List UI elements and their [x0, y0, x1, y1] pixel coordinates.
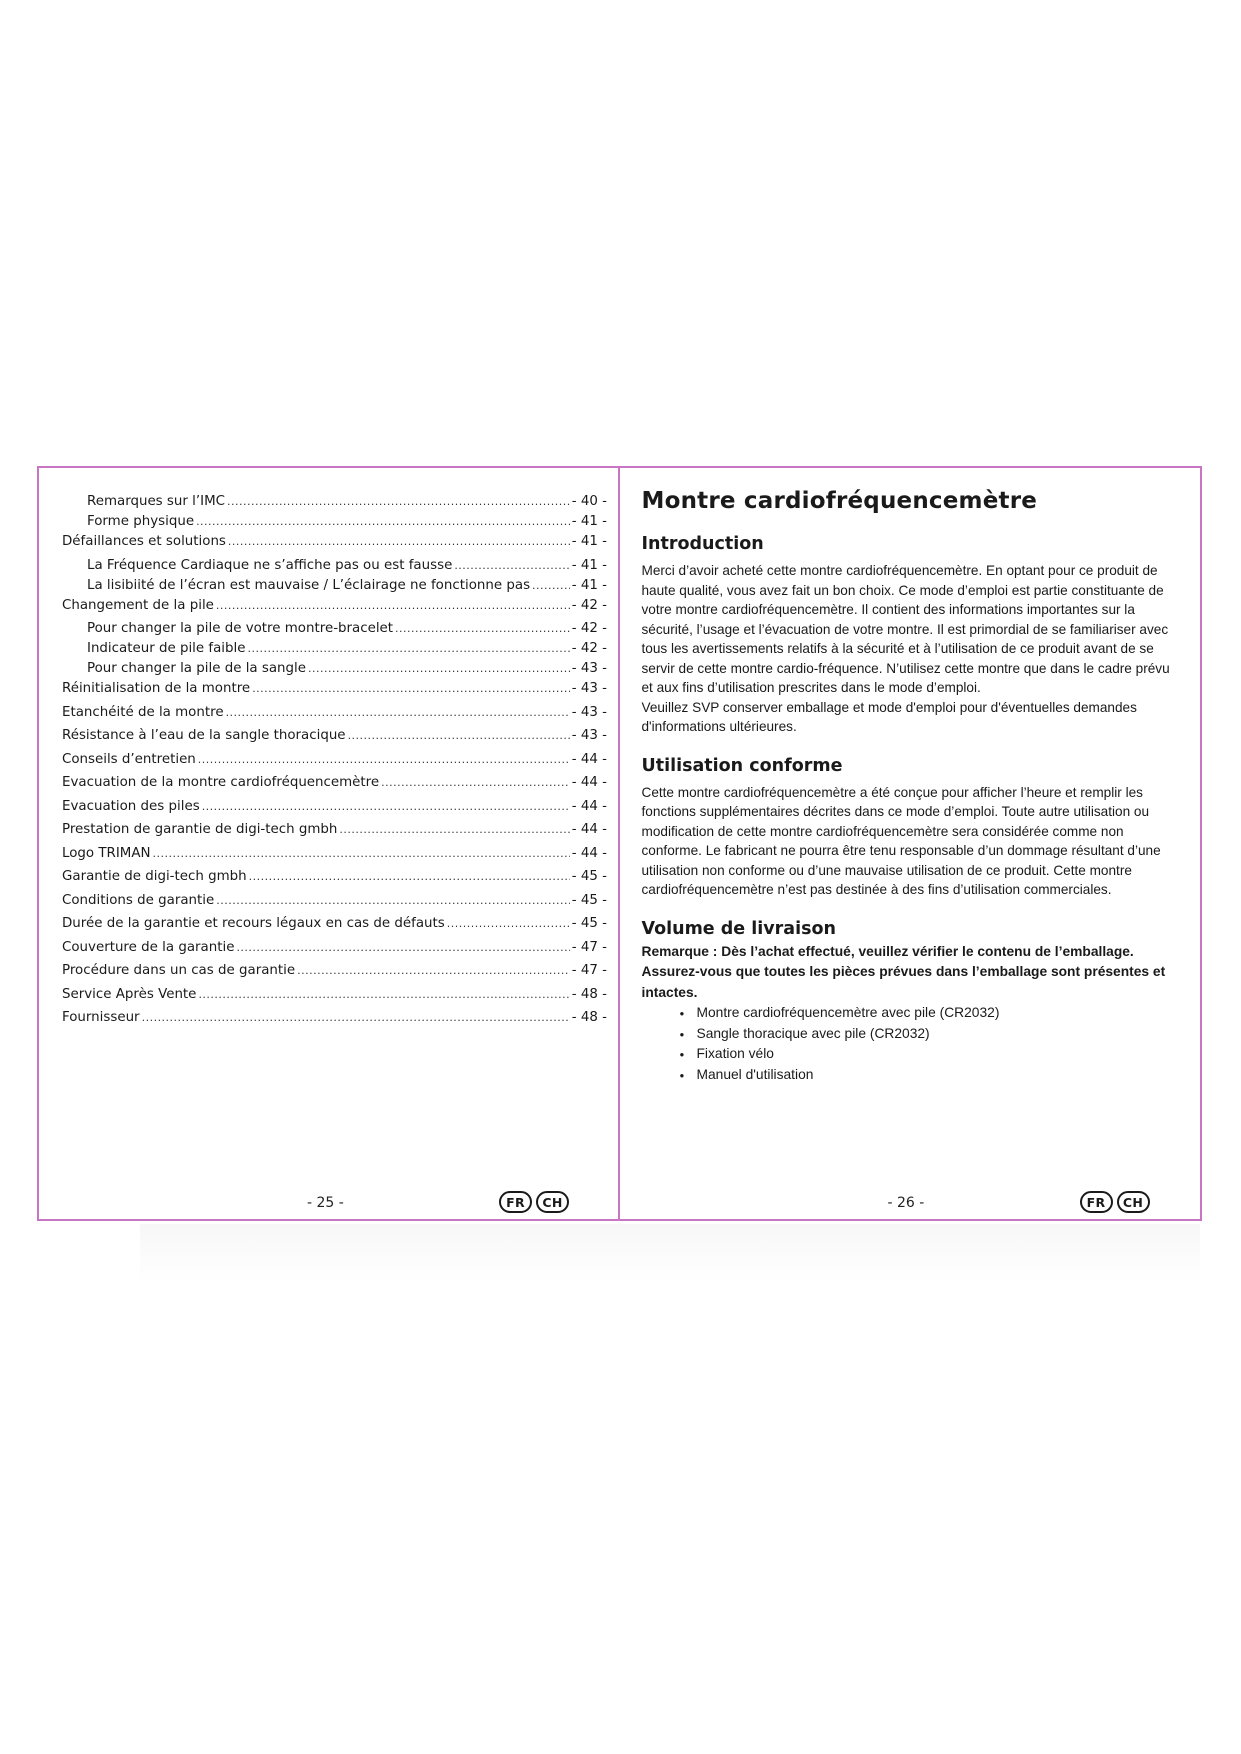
- toc-leader-dots: [216, 596, 570, 616]
- introduction-paragraph: Veuillez SVP conserver emballage et mode d'emploi pour d'éventuelles demandes d'informations ultérieures.: [641, 699, 1137, 734]
- toc-entry-title: Réinitialisation de la montre: [62, 681, 251, 696]
- toc-entry: [62, 773, 607, 797]
- toc-entry: [62, 820, 607, 844]
- list-item: ● Montre cardiofréquencemètre avec pile (CR2032): [697, 1003, 1182, 1024]
- toc-entry-title: Fournisseur: [62, 1010, 140, 1025]
- toc-entry-title: Service Après Vente: [62, 986, 197, 1002]
- right-page: [620, 468, 1201, 1219]
- table-of-contents: [62, 492, 607, 1032]
- toc-entry: [62, 639, 607, 659]
- toc-leader-dots: [236, 938, 569, 958]
- toc-entry: [62, 556, 607, 576]
- toc-entry-title: Durée de la garantie et recours légaux en cas de défauts: [62, 916, 445, 931]
- toc-entry: [62, 844, 607, 868]
- toc-leader-dots: [198, 750, 570, 770]
- toc-entry-title: Pour changer la pile de la sangle: [87, 661, 307, 676]
- toc-entry-page: - 42 -: [571, 641, 607, 656]
- toc-leader-dots: [142, 1008, 570, 1028]
- toc-entry-title: La lisibiité de l’écran est mauvaise / L’éclairage ne fonctionne pas: [87, 577, 531, 593]
- toc-entry: [62, 914, 607, 938]
- toc-entry-title: Etanchéité de la montre: [62, 704, 224, 720]
- toc-leader-dots: [308, 659, 570, 679]
- toc-entry: [62, 938, 607, 962]
- toc-leader-dots: [228, 532, 570, 552]
- page-number-left: - 25 -: [307, 1195, 344, 1211]
- introduction-heading: Introduction: [641, 534, 764, 554]
- introduction-section: [642, 534, 1182, 737]
- toc-entry: [62, 797, 607, 821]
- toc-entry-page: - 47 -: [571, 963, 607, 978]
- toc-entry-page: - 42 -: [571, 621, 607, 636]
- toc-entry-title: Pour changer la pile de votre montre-bracelet: [87, 621, 394, 636]
- list-item: ● Fixation vélo: [697, 1044, 1182, 1065]
- toc-entry-page: - 47 -: [571, 939, 607, 955]
- list-item: ● Manuel d'utilisation: [697, 1065, 1182, 1086]
- toc-entry-page: - 48 -: [571, 1010, 607, 1025]
- toc-entry-page: - 45 -: [571, 916, 607, 931]
- toc-entry: [62, 1008, 607, 1032]
- toc-entry-page: - 44 -: [571, 775, 607, 790]
- toc-entry: [62, 576, 607, 596]
- toc-entry-page: - 41 -: [571, 534, 607, 549]
- left-page: [39, 468, 620, 1219]
- toc-entry: [62, 532, 607, 556]
- toc-leader-dots: [339, 820, 569, 840]
- delivery-heading: Volume de livraison: [641, 918, 836, 939]
- toc-entry-title: Evacuation de la montre cardiofréquencemètre: [62, 775, 380, 790]
- toc-entry-title: La Fréquence Cardiaque ne s’affiche pas ou est fausse: [87, 557, 453, 573]
- toc-entry-title: Défaillances et solutions: [62, 534, 226, 549]
- toc-entry-title: Indicateur de pile faible: [87, 641, 246, 656]
- toc-entry-page: - 43 -: [571, 661, 607, 676]
- toc-entry: [62, 867, 607, 891]
- booklet-spread: [37, 466, 1202, 1221]
- toc-entry: [62, 596, 607, 620]
- toc-leader-dots: [395, 619, 570, 639]
- badge-fr: FR: [499, 1191, 532, 1213]
- toc-leader-dots: [248, 639, 570, 659]
- language-badges-left: [499, 1191, 569, 1213]
- toc-leader-dots: [227, 492, 570, 512]
- delivery-list: [642, 1003, 1182, 1085]
- toc-leader-dots: [196, 512, 570, 532]
- toc-entry: [62, 750, 607, 774]
- toc-leader-dots: [348, 726, 570, 746]
- toc-entry-page: - 44 -: [571, 822, 607, 837]
- toc-entry-title: Garantie de digi-tech gmbh: [62, 869, 247, 884]
- toc-entry-page: - 43 -: [571, 728, 607, 743]
- toc-entry: [62, 985, 607, 1009]
- toc-leader-dots: [297, 961, 570, 981]
- list-item: ● Sangle thoracique avec pile (CR2032): [697, 1024, 1182, 1045]
- toc-entry: [62, 659, 607, 679]
- language-badges-right: [1080, 1191, 1150, 1213]
- usage-section: [642, 756, 1182, 900]
- toc-entry: [62, 703, 607, 727]
- toc-entry: [62, 726, 607, 750]
- toc-entry-page: - 45 -: [571, 869, 607, 884]
- usage-heading: Utilisation conforme: [641, 755, 843, 776]
- toc-leader-dots: [447, 914, 570, 934]
- badge-ch: CH: [536, 1191, 569, 1213]
- page-shadow: [140, 1224, 1200, 1284]
- right-page-content: [642, 488, 1182, 1104]
- delivery-section: [642, 919, 1182, 1086]
- page-title: Montre cardiofréquencemètre: [641, 488, 1038, 514]
- toc-entry-title: Couverture de la garantie: [62, 939, 235, 955]
- toc-entry-title: Logo TRIMAN: [62, 845, 151, 861]
- toc-leader-dots: [216, 891, 570, 911]
- toc-leader-dots: [226, 703, 570, 723]
- toc-entry-page: - 41 -: [571, 557, 607, 573]
- toc-entry-title: Remarques sur l’IMC: [87, 494, 225, 509]
- toc-leader-dots: [249, 867, 570, 887]
- introduction-paragraph: Merci d’avoir acheté cette montre cardiofréquencemètre. En optant pour ce produit de haute qualité, vous avez fait un bon choix. Ce mode d’emploi est partie constituante de votre montre cardiofréquencemètre. Il contient des informations importantes sur la sécurité, l’usage et l’évacuation de votre montre. Il est primordial de se familiariser avec tous les avertissements relatifs à la sécurité et à l’utilisation de ce produit avant de se servir de cette montre cardio-fréquence. N’utilisez cette montre que dans le cadre prévu et aux fins d’utilisation prescrites dans le mode d’emploi.: [641, 563, 1170, 695]
- toc-entry-page: - 40 -: [571, 494, 607, 509]
- toc-leader-dots: [532, 576, 570, 596]
- toc-entry-title: Prestation de garantie de digi-tech gmbh: [62, 822, 338, 837]
- toc-entry: [62, 492, 607, 512]
- toc-entry-title: Forme physique: [87, 514, 195, 529]
- toc-entry-page: - 43 -: [571, 704, 607, 720]
- toc-entry: [62, 891, 607, 915]
- toc-entry-page: - 45 -: [571, 892, 607, 908]
- toc-leader-dots: [202, 797, 570, 817]
- toc-entry-title: Changement de la pile: [62, 597, 214, 613]
- toc-leader-dots: [252, 679, 570, 699]
- toc-entry-page: - 44 -: [571, 751, 607, 767]
- badge-fr: FR: [1080, 1191, 1113, 1213]
- toc-entry: [62, 619, 607, 639]
- page-number-right: - 26 -: [887, 1195, 925, 1211]
- toc-entry-page: - 41 -: [571, 514, 607, 529]
- toc-entry-page: - 43 -: [571, 681, 607, 696]
- toc-entry-title: Procédure dans un cas de garantie: [62, 963, 296, 978]
- delivery-remark: Remarque : Dès l’achat effectué, veuillez vérifier le contenu de l’emballage. Assurez-vous que toutes les pièces prévues dans l’emballage sont présentes et intactes.: [641, 943, 1166, 1000]
- usage-paragraph: Cette montre cardiofréquencemètre a été conçue pour afficher l’heure et remplir les fonctions supplémentaires décrites dans ce mode d’emploi. Toute autre utilisation ou modification de cette montre cardiofréquencemètre sera considérée comme non conforme. Le fabricant ne pourra être tenu responsable d’un dommage résultant d’une utilisation non conforme ou d’une mauvaise utilisation de ce produit. Cette montre cardiofréquencemètre n’est pas destinée à des fins d’utilisation commerciales.: [641, 784, 1161, 897]
- toc-entry-page: - 41 -: [571, 577, 607, 593]
- toc-entry-page: - 44 -: [571, 798, 607, 814]
- toc-entry-page: - 44 -: [571, 845, 607, 861]
- toc-entry-title: Résistance à l’eau de la sangle thoracique: [62, 728, 346, 743]
- toc-leader-dots: [198, 985, 569, 1005]
- toc-leader-dots: [454, 556, 569, 576]
- toc-entry-page: - 48 -: [571, 986, 607, 1002]
- badge-ch: CH: [1117, 1191, 1150, 1213]
- toc-entry-page: - 42 -: [571, 597, 607, 613]
- toc-leader-dots: [153, 844, 570, 864]
- toc-entry-title: Conditions de garantie: [62, 892, 215, 908]
- toc-entry-title: Evacuation des piles: [62, 798, 200, 814]
- toc-entry: [62, 512, 607, 532]
- toc-leader-dots: [381, 773, 570, 793]
- toc-entry: [62, 679, 607, 703]
- toc-entry: [62, 961, 607, 985]
- toc-entry-title: Conseils d’entretien: [62, 751, 196, 767]
